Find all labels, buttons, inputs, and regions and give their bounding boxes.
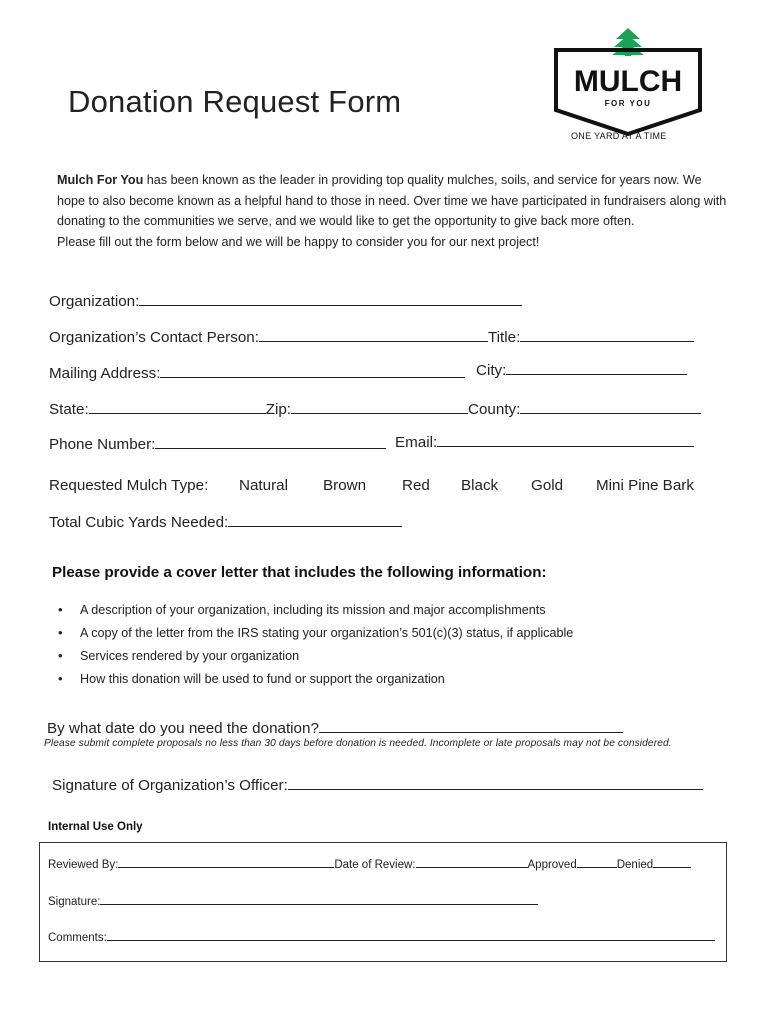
organization-row: [49, 292, 522, 310]
reviewed-by-field[interactable]: [118, 856, 334, 868]
mulch-option-red[interactable]: Red: [402, 477, 430, 494]
date-needed-field[interactable]: [319, 719, 623, 733]
email-field[interactable]: [437, 433, 694, 447]
submission-note: Please submit complete proposals no less than 30 days before donation is needed. Incomplete or late proposals may not be considered.: [44, 738, 672, 749]
mulch-option-natural[interactable]: Natural: [239, 477, 288, 494]
tree-icon: [612, 28, 644, 59]
email-label: Email:: [395, 434, 438, 451]
intro-call-to-action: Please fill out the form below and we will be happy to consider you for our next project!: [57, 234, 540, 249]
zip-field[interactable]: [291, 400, 468, 414]
date-of-review-field[interactable]: [416, 856, 528, 868]
date-needed-label: By what date do you need the donation?: [47, 720, 319, 737]
signature-label: Signature of Organization’s Officer:: [52, 777, 288, 794]
county-field[interactable]: [520, 400, 701, 414]
intro-paragraph: [57, 170, 727, 252]
date-needed-row: [47, 719, 623, 737]
list-item: • How this donation will be used to fund or support the organization: [58, 667, 573, 690]
contact-person-label: Organization’s Contact Person:: [49, 329, 259, 346]
phone-label: Phone Number:: [49, 436, 156, 453]
email-group: [395, 433, 694, 451]
list-item: • A copy of the letter from the IRS stating your organization’s 501(c)(3) status, if applicable: [58, 621, 573, 644]
title-label: Title:: [487, 329, 521, 346]
internal-signature-row: [48, 893, 538, 908]
comments-row: [48, 929, 715, 944]
denied-label: Denied: [616, 859, 654, 871]
contact-row: [49, 328, 694, 346]
comments-field[interactable]: [107, 929, 715, 941]
denied-field[interactable]: [653, 856, 691, 868]
mulch-option-brown[interactable]: Brown: [323, 477, 367, 494]
city-field[interactable]: [506, 361, 687, 375]
title-field[interactable]: [520, 328, 694, 342]
city-label: City:: [476, 362, 507, 379]
state-field[interactable]: [89, 400, 266, 414]
county-label: County:: [468, 401, 521, 418]
logo-word: MULCH: [573, 65, 683, 98]
mailing-row: [49, 364, 465, 382]
city-group: [476, 361, 687, 379]
page-title: Donation Request Form: [68, 84, 402, 119]
signature-row: [52, 776, 703, 794]
contact-person-field[interactable]: [259, 328, 488, 342]
approved-field[interactable]: [577, 856, 617, 868]
mailing-address-field[interactable]: [160, 364, 465, 378]
comments-label: Comments:: [48, 932, 107, 944]
cover-letter-heading: Please provide a cover letter that includes the following information:: [52, 564, 547, 581]
phone-field[interactable]: [155, 435, 386, 449]
phone-row: [49, 435, 386, 453]
cubic-yards-row: [49, 513, 402, 531]
cover-letter-list: [58, 598, 573, 690]
zip-label: Zip:: [265, 401, 292, 418]
state-row: [49, 400, 701, 418]
brand-name: Mulch For You: [57, 173, 144, 187]
approved-label: Approved: [527, 859, 577, 871]
organization-field[interactable]: [139, 292, 522, 306]
cubic-yards-label: Total Cubic Yards Needed:: [49, 514, 229, 531]
reviewed-by-label: Reviewed By:: [48, 859, 119, 871]
signature-field[interactable]: [288, 776, 703, 790]
cubic-yards-field[interactable]: [228, 513, 402, 527]
mulch-type-label: Requested Mulch Type:: [49, 477, 209, 494]
organization-label: Organization:: [49, 293, 140, 310]
date-of-review-label: Date of Review:: [334, 859, 416, 871]
intro-text: has been known as the leader in providing top quality mulches, soils, and service for years now. We hope to also become known as a helpful hand to those in need. Over time we have participated in fundraisers along with donating to the communities we serve, and we would like to get the opportunity to give back more often.: [57, 173, 727, 229]
mailing-address-label: Mailing Address:: [49, 365, 161, 382]
mulch-logo-graphic: [554, 28, 704, 148]
mulch-option-black[interactable]: Black: [461, 477, 499, 494]
review-row: [48, 856, 691, 871]
mulch-for-you-logo: [554, 28, 704, 148]
state-label: State:: [49, 401, 89, 418]
list-item: • A description of your organization, including its mission and major accomplishments: [58, 598, 573, 621]
list-item: • Services rendered by your organization: [58, 644, 573, 667]
mulch-option-mini-pine-bark[interactable]: Mini Pine Bark: [596, 477, 694, 494]
internal-signature-field[interactable]: [100, 893, 538, 905]
logo-tagline: ONE YARD AT A TIME: [571, 131, 667, 141]
internal-signature-label: Signature:: [48, 896, 101, 908]
logo-sub: FOR YOU: [604, 99, 652, 108]
internal-use-title: Internal Use Only: [48, 821, 143, 833]
mulch-option-gold[interactable]: Gold: [531, 477, 564, 494]
